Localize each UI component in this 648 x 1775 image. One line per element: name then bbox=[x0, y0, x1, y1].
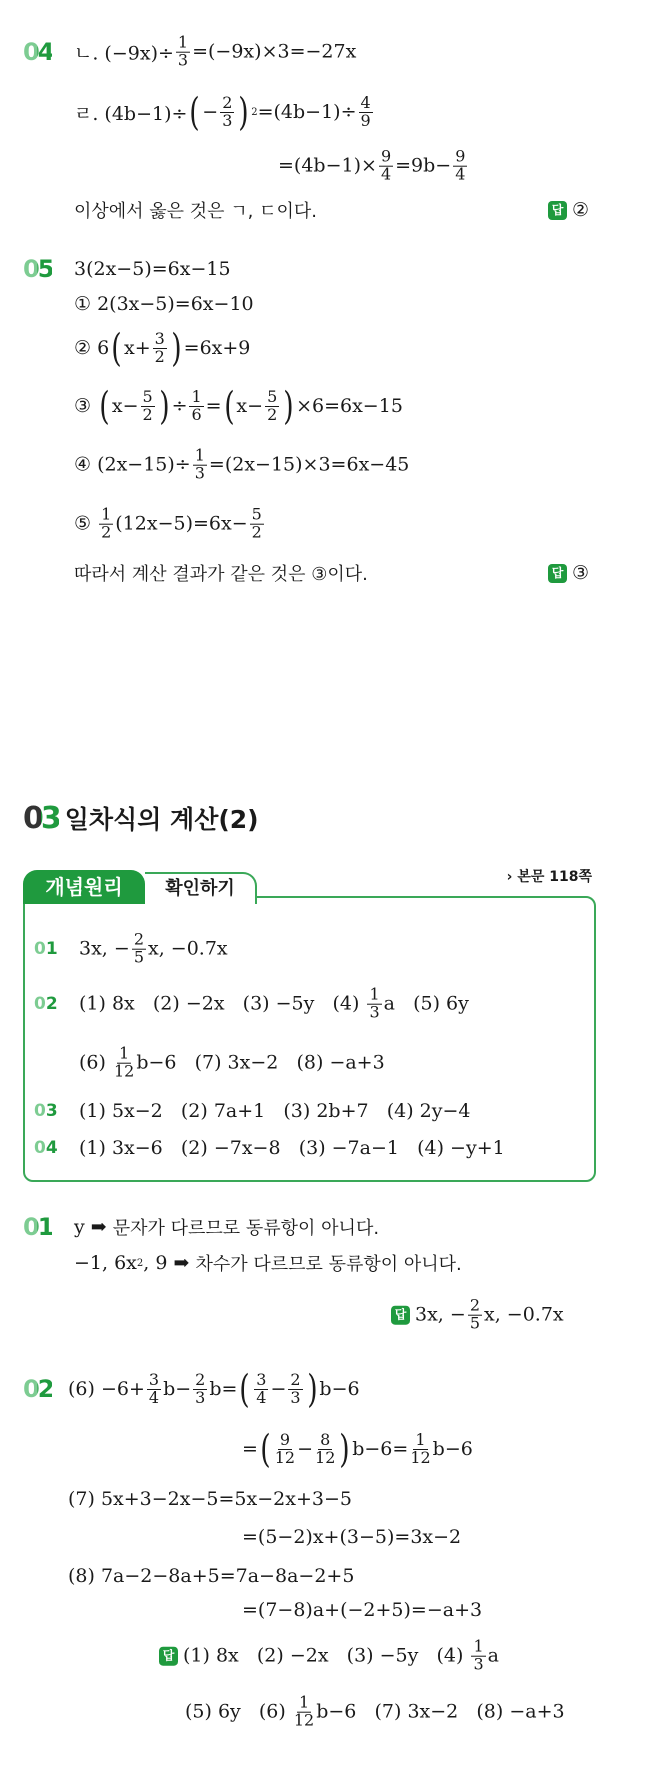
fraction bbox=[220, 92, 234, 130]
conclusion-text bbox=[74, 560, 368, 586]
big-parenthesis: ( bbox=[111, 326, 122, 370]
korean-text: 이상에서 옳은 것은 ㄱ, ㄷ이다. bbox=[74, 201, 317, 222]
big-parenthesis: ( bbox=[189, 90, 201, 134]
math-line bbox=[74, 384, 403, 428]
answer-line bbox=[79, 1137, 505, 1159]
answer-value: ② bbox=[572, 199, 590, 221]
numerator: 1 bbox=[415, 1429, 426, 1449]
fraction bbox=[288, 1369, 302, 1407]
math-text: =9b− bbox=[395, 155, 452, 177]
denominator: 2 bbox=[154, 346, 165, 366]
section-title: 일차식의 계산(2) bbox=[64, 805, 259, 834]
fraction bbox=[250, 504, 264, 542]
answer-badge-icon: 답 bbox=[548, 201, 567, 220]
section-number: 03 bbox=[23, 800, 59, 836]
answer-line bbox=[79, 1043, 385, 1081]
korean-text: 따라서 계산 결과가 같은 것은 ③이다. bbox=[74, 564, 368, 585]
item-number: 02 bbox=[34, 994, 58, 1014]
conclusion-text bbox=[74, 197, 317, 223]
fraction bbox=[176, 32, 190, 70]
problem-number: 02 bbox=[23, 1375, 53, 1403]
denominator: 4 bbox=[256, 1387, 267, 1407]
numerator: 1 bbox=[369, 984, 380, 1004]
math-line bbox=[74, 293, 254, 315]
math-text: ㄴ. (−9x)÷ bbox=[74, 42, 174, 65]
answer bbox=[548, 199, 589, 221]
math-text: a (5) 6y bbox=[383, 993, 469, 1015]
math-line bbox=[74, 32, 357, 70]
big-parenthesis: ( bbox=[99, 384, 110, 428]
numerator: 1 bbox=[177, 32, 189, 52]
denominator: 2 bbox=[267, 404, 278, 424]
math-line bbox=[68, 1565, 354, 1587]
korean-text: 문자가 다르므로 동류항이 아니다. bbox=[112, 1218, 380, 1239]
numerator: 9 bbox=[380, 146, 392, 166]
math-line bbox=[74, 1214, 379, 1240]
denominator: 5 bbox=[133, 947, 144, 967]
numerator: 1 bbox=[191, 386, 202, 406]
numerator: 2 bbox=[290, 1369, 301, 1389]
math-text: b−6 (7) 3x−2 (8) −a+3 bbox=[316, 1701, 565, 1723]
math-line bbox=[74, 90, 375, 134]
exponent: 2 bbox=[136, 1257, 144, 1269]
numerator: 5 bbox=[267, 386, 278, 406]
numerator: 2 bbox=[469, 1295, 480, 1315]
denominator: 3 bbox=[290, 1387, 301, 1407]
answer bbox=[159, 1636, 499, 1674]
problem-number: 04 bbox=[23, 38, 53, 66]
numerator: 3 bbox=[154, 328, 165, 348]
numerator: 1 bbox=[473, 1636, 484, 1656]
denominator: 4 bbox=[455, 164, 466, 184]
math-text: (7) 5x+3−2x−5=5x−2x+3−5 bbox=[68, 1488, 352, 1510]
denominator: 12 bbox=[315, 1447, 336, 1467]
math-text: − bbox=[202, 101, 219, 123]
math-line bbox=[242, 1599, 482, 1621]
denominator: 6 bbox=[191, 404, 202, 424]
page-reference: › 본문 118쪽 bbox=[506, 869, 592, 885]
math-text: =(−9x)×3=−27x bbox=[192, 41, 357, 63]
denominator: 3 bbox=[222, 110, 233, 130]
fraction bbox=[113, 1043, 135, 1081]
math-line bbox=[242, 1427, 473, 1471]
math-line bbox=[74, 504, 266, 542]
fraction bbox=[315, 1429, 336, 1467]
math-text: (1) 8x (2) −2x (3) −5y (4) bbox=[183, 1645, 470, 1667]
math-text: ① 2(3x−5)=6x−10 bbox=[74, 293, 254, 315]
math-text: (6) bbox=[79, 1052, 112, 1074]
big-parenthesis: ) bbox=[339, 1427, 350, 1471]
item-number: 01 bbox=[34, 939, 58, 959]
math-text: = bbox=[205, 395, 222, 417]
answer-badge-icon: 답 bbox=[391, 1306, 410, 1325]
math-text: =6x+9 bbox=[183, 337, 251, 359]
exponent: 2 bbox=[251, 106, 258, 118]
denominator: 3 bbox=[195, 1387, 206, 1407]
math-text: ×6=6x−15 bbox=[296, 395, 403, 417]
denominator: 2 bbox=[101, 522, 112, 542]
math-line bbox=[74, 326, 251, 370]
answer-value bbox=[183, 1636, 499, 1674]
fraction bbox=[141, 386, 155, 424]
fraction bbox=[132, 929, 146, 967]
fraction bbox=[410, 1429, 431, 1467]
math-text: ③ bbox=[74, 395, 98, 417]
fraction bbox=[293, 1692, 315, 1730]
fraction bbox=[468, 1295, 482, 1333]
answer-value bbox=[415, 1295, 564, 1333]
denominator: 12 bbox=[274, 1447, 296, 1467]
numerator: 2 bbox=[222, 92, 233, 112]
problem-number: 01 bbox=[23, 1213, 53, 1241]
answer-line bbox=[185, 1692, 565, 1730]
answer-badge-icon: 답 bbox=[159, 1647, 178, 1666]
denominator: 3 bbox=[194, 463, 205, 483]
math-text: ÷ bbox=[171, 395, 188, 417]
math-text: (8) 7a−2−8a+5=7a−8a−2+5 bbox=[68, 1565, 355, 1587]
big-parenthesis: ) bbox=[306, 1367, 318, 1411]
fraction bbox=[153, 328, 167, 366]
fraction bbox=[265, 386, 279, 424]
denominator: 12 bbox=[113, 1061, 135, 1081]
math-text: x, −0.7x bbox=[484, 1304, 564, 1326]
math-line bbox=[278, 146, 469, 184]
answer-badge-icon: 답 bbox=[548, 564, 567, 583]
numerator: 1 bbox=[119, 1043, 130, 1063]
math-text: b−6 (7) 3x−2 (8) −a+3 bbox=[136, 1052, 385, 1074]
fraction bbox=[189, 386, 203, 424]
answer bbox=[548, 562, 589, 584]
math-text: 3x, − bbox=[415, 1304, 466, 1326]
math-text: (1) 3x−6 (2) −7x−8 (3) −7a−1 (4) −y+1 bbox=[79, 1137, 505, 1159]
math-text: x+ bbox=[124, 337, 151, 359]
fraction bbox=[453, 146, 467, 184]
math-text: x− bbox=[236, 395, 264, 417]
numerator: 1 bbox=[298, 1692, 310, 1712]
math-line bbox=[242, 1526, 461, 1548]
tab-concept: 개념원리 bbox=[23, 870, 145, 904]
denominator: 2 bbox=[142, 404, 153, 424]
big-parenthesis: ( bbox=[260, 1427, 271, 1471]
numerator: 5 bbox=[142, 386, 153, 406]
math-line bbox=[74, 1250, 462, 1276]
tab-check: 확인하기 bbox=[145, 872, 257, 904]
fraction bbox=[254, 1369, 268, 1407]
numerator: 2 bbox=[133, 929, 144, 949]
math-text: ② 6 bbox=[74, 337, 110, 359]
denominator: 9 bbox=[360, 110, 371, 130]
math-text: − bbox=[270, 1378, 287, 1400]
denominator: 2 bbox=[251, 522, 262, 542]
math-text: y ➡ bbox=[74, 1216, 113, 1238]
math-text: b− bbox=[163, 1378, 192, 1400]
denominator: 12 bbox=[293, 1710, 315, 1730]
denominator: 3 bbox=[177, 50, 189, 70]
numerator: 2 bbox=[195, 1369, 206, 1389]
big-parenthesis: ( bbox=[223, 384, 235, 428]
big-parenthesis: ( bbox=[239, 1367, 251, 1411]
math-text: −1, 6x bbox=[74, 1252, 137, 1274]
denominator: 5 bbox=[469, 1313, 480, 1333]
math-text: 3(2x−5)=6x−15 bbox=[74, 258, 231, 280]
numerator: 9 bbox=[279, 1429, 291, 1449]
math-text: a bbox=[487, 1645, 499, 1667]
item-number: 04 bbox=[34, 1138, 58, 1158]
fraction bbox=[274, 1429, 296, 1467]
numerator: 3 bbox=[256, 1369, 267, 1389]
math-text: − bbox=[297, 1438, 314, 1460]
math-text: x, −0.7x bbox=[148, 938, 228, 960]
big-parenthesis: ) bbox=[238, 90, 249, 134]
fraction bbox=[193, 445, 207, 483]
problem-number: 05 bbox=[23, 255, 53, 283]
denominator: 4 bbox=[380, 164, 392, 184]
denominator: 4 bbox=[148, 1387, 160, 1407]
math-text: =(4b−1)× bbox=[278, 155, 377, 177]
math-text: ⑤ bbox=[74, 513, 98, 535]
fraction bbox=[147, 1369, 161, 1407]
math-text: (6) −6+ bbox=[68, 1378, 145, 1400]
math-text: b−6 bbox=[319, 1378, 360, 1400]
math-text: , 9 ➡ bbox=[143, 1252, 196, 1274]
math-text: =(7−8)a+(−2+5)=−a+3 bbox=[242, 1599, 483, 1621]
fraction bbox=[359, 92, 373, 130]
big-parenthesis: ) bbox=[158, 384, 170, 428]
fraction bbox=[471, 1636, 485, 1674]
fraction bbox=[379, 146, 393, 184]
math-text: (1) 5x−2 (2) 7a+1 (3) 2b+7 (4) 2y−4 bbox=[79, 1100, 471, 1122]
math-text: b−6 bbox=[432, 1438, 473, 1460]
math-text: 3x, − bbox=[79, 938, 130, 960]
numerator: 1 bbox=[194, 445, 205, 465]
math-line bbox=[74, 445, 410, 483]
big-parenthesis: ) bbox=[283, 384, 294, 428]
math-text: ④ (2x−15)÷ bbox=[74, 454, 191, 476]
big-parenthesis: ) bbox=[171, 326, 182, 370]
answer-value: ③ bbox=[572, 562, 590, 584]
math-line bbox=[74, 258, 231, 280]
answer-line bbox=[79, 1100, 471, 1122]
numerator: 3 bbox=[148, 1369, 160, 1389]
math-line bbox=[68, 1367, 360, 1411]
answer-line bbox=[79, 984, 469, 1022]
denominator: 3 bbox=[369, 1002, 380, 1022]
math-text: =(2x−15)×3=6x−45 bbox=[208, 454, 410, 476]
math-line bbox=[68, 1488, 352, 1510]
denominator: 3 bbox=[473, 1654, 484, 1674]
item-number: 03 bbox=[34, 1101, 58, 1121]
fraction bbox=[99, 504, 113, 542]
numerator: 4 bbox=[360, 92, 371, 112]
math-text: (1) 8x (2) −2x (3) −5y (4) bbox=[79, 993, 366, 1015]
numerator: 5 bbox=[251, 504, 262, 524]
numerator: 9 bbox=[455, 146, 466, 166]
math-text: =(5−2)x+(3−5)=3x−2 bbox=[242, 1526, 462, 1548]
section-heading bbox=[23, 800, 259, 836]
math-text: b= bbox=[209, 1378, 238, 1400]
math-text: x− bbox=[111, 395, 139, 417]
numerator: 8 bbox=[320, 1429, 331, 1449]
answer bbox=[391, 1295, 564, 1333]
korean-text: 차수가 다르므로 동류항이 아니다. bbox=[195, 1254, 462, 1275]
answer-line bbox=[79, 929, 228, 967]
math-text: ㄹ. (4b−1)÷ bbox=[74, 102, 188, 125]
denominator: 12 bbox=[410, 1447, 431, 1467]
math-text: =(4b−1)÷ bbox=[257, 101, 357, 123]
math-text: b−6= bbox=[352, 1438, 409, 1460]
fraction bbox=[193, 1369, 207, 1407]
fraction bbox=[367, 984, 381, 1022]
math-text: (5) 6y (6) bbox=[185, 1701, 292, 1723]
math-text: (12x−5)=6x− bbox=[115, 513, 248, 535]
numerator: 1 bbox=[101, 504, 112, 524]
math-text: = bbox=[242, 1438, 258, 1460]
